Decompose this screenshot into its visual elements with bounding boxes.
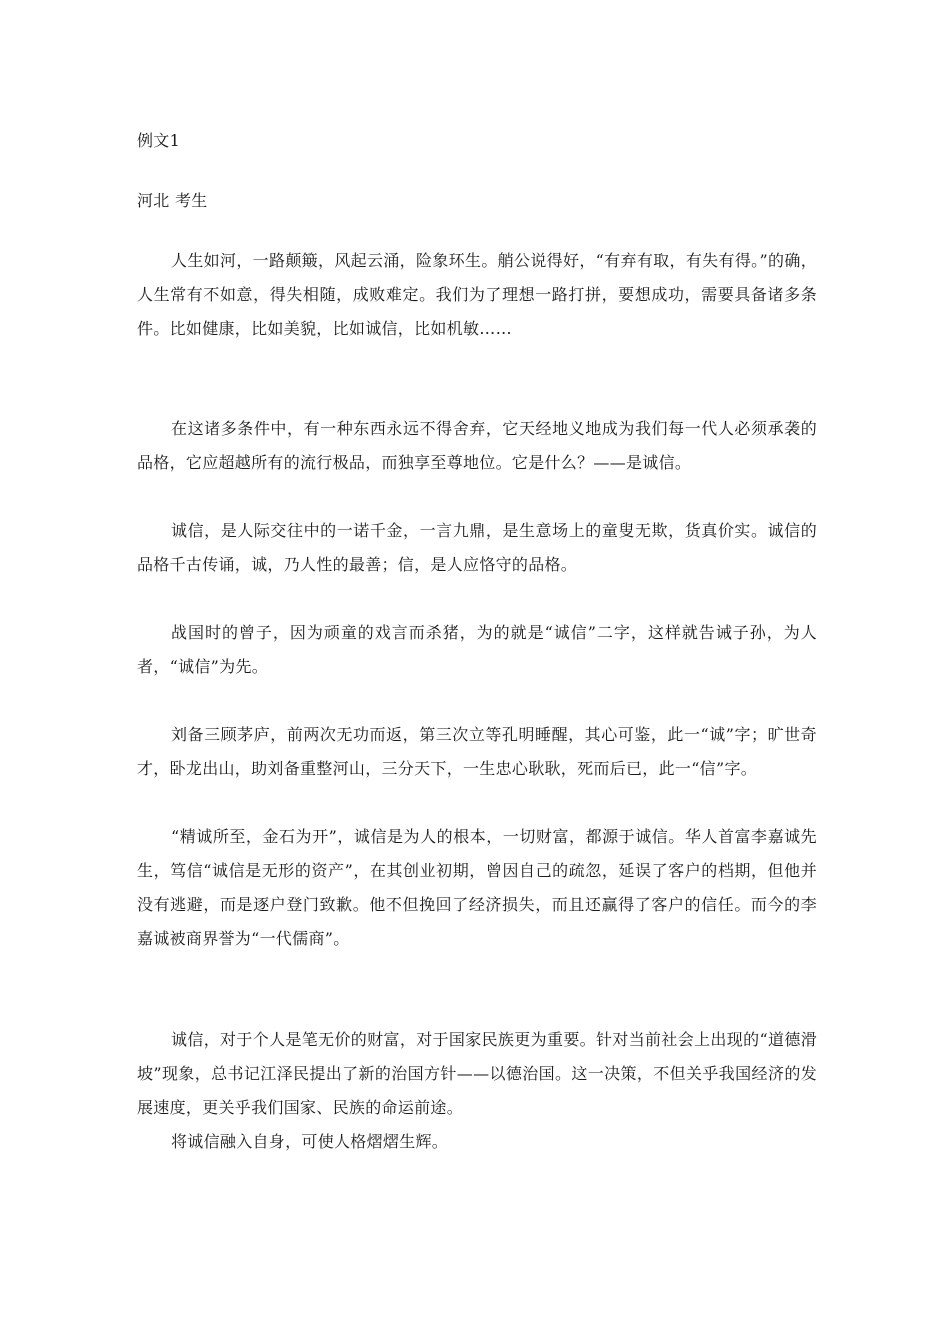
essay-paragraph: 将诚信融入自身，可使人格熠熠生辉。 xyxy=(171,1132,449,1151)
essay-paragraph: 诚信，对于个人是笔无价的财富，对于国家民族更为重要。针对当前社会上出现的“道德滑坡”现象，总书记江泽民提出了新的治国方针——以德治国。这一决策，不但关乎我国经济的发展速度，更关乎我们国家、民族的命运前途。 xyxy=(137,1030,817,1117)
essay-paragraph: 诚信，是人际交往中的一诺千金，一言九鼎，是生意场上的童叟无欺，货真价实。诚信的品格千古传诵，诚，乃人性的最善；信，是人应恪守的品格。 xyxy=(137,521,817,574)
essay-paragraph: 刘备三顾茅庐，前两次无功而返，第三次立等孔明睡醒，其心可鉴，此一“诚”字；旷世奇才，卧龙出山，助刘备重整河山，三分天下，一生忠心耿耿，死而后已，此一“信”字。 xyxy=(137,725,817,778)
essay-author: 河北 考生 xyxy=(137,191,208,210)
essay-paragraph: 战国时的曾子，因为顽童的戏言而杀猪，为的就是“诚信”二字，这样就告诫子孙，为人者，“诚信”为先。 xyxy=(137,623,817,676)
essay-paragraph: “精诚所至，金石为开”，诚信是为人的根本，一切财富，都源于诚信。华人首富李嘉诚先生，笃信“诚信是无形的资产”，在其创业初期，曾因自己的疏忽，延误了客户的档期，但他并没有逃避，而是逐户登门致歉。他不但挽回了经济损失，而且还赢得了客户的信任。而今的李嘉诚被商界誉为“一代儒商”。 xyxy=(137,827,817,948)
essay-heading: 例文1 xyxy=(137,131,181,150)
essay-paragraph: 在这诸多条件中，有一种东西永远不得舍弃，它天经地义地成为我们每一代人必须承袭的品格，它应超越所有的流行极品，而独享至尊地位。它是什么？——是诚信。 xyxy=(137,419,817,472)
essay-paragraph: 人生如河，一路颠簸，风起云涌，险象环生。艄公说得好，“有弃有取，有失有得。”的确，人生常有不如意，得失相随，成败难定。我们为了理想一路打拼，要想成功，需要具备诸多条件。比如健康，比如美貌，比如诚信，比如机敏…… xyxy=(137,251,817,338)
